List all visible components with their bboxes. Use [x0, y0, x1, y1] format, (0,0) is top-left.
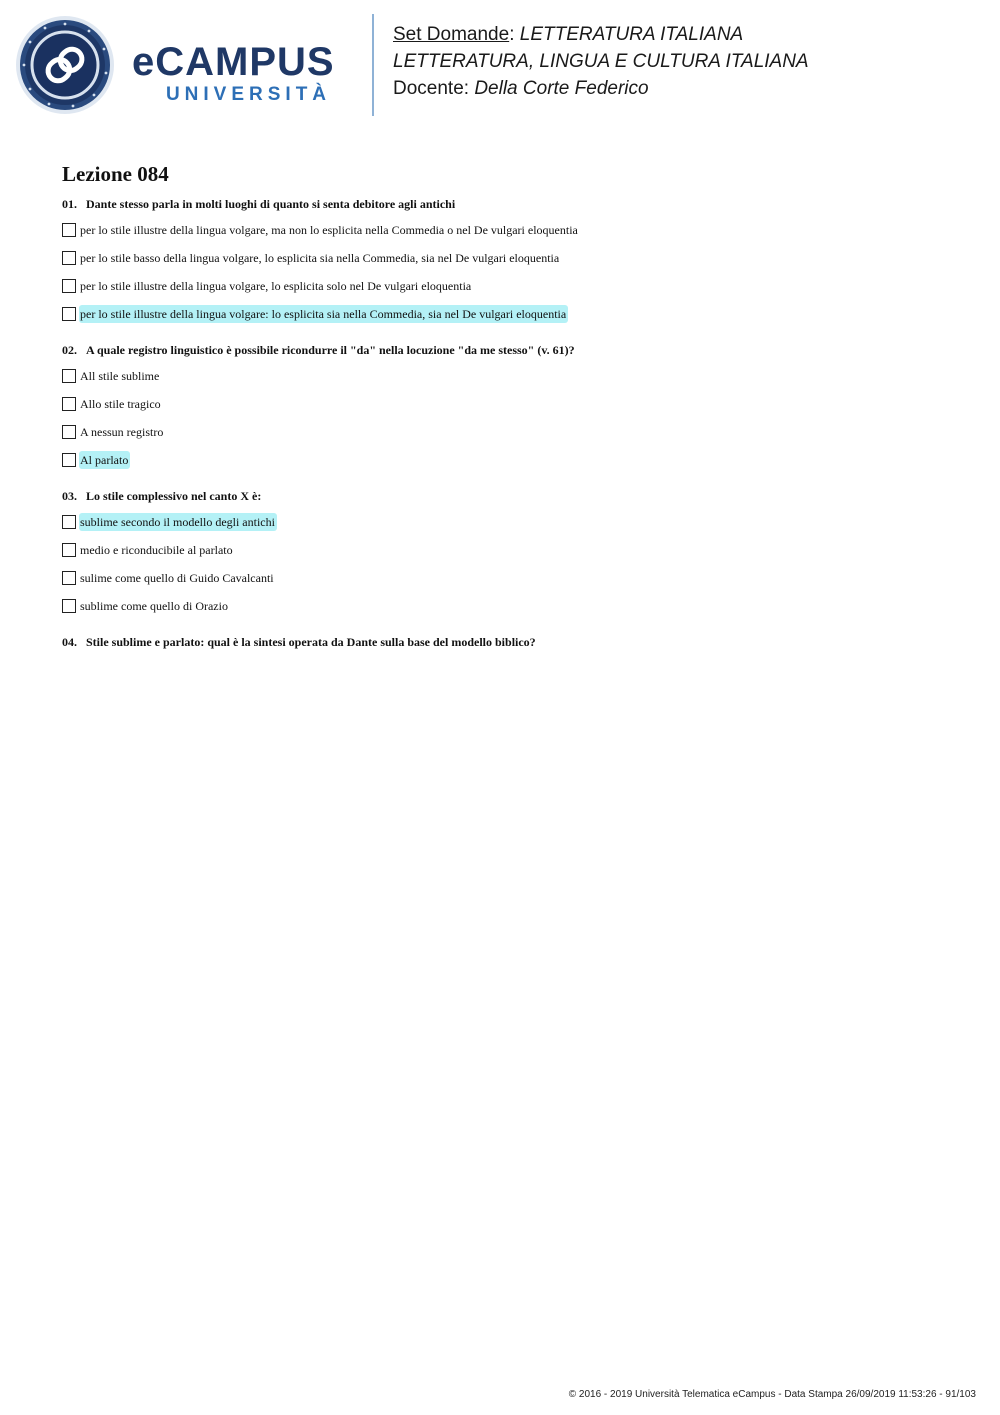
- page-header: [0, 0, 1000, 130]
- set-label: Set Domande: [393, 24, 510, 45]
- set-separator: :: [509, 24, 515, 45]
- course-name: LETTERATURA, LINGUA E CULTURA ITALIANA: [393, 51, 809, 72]
- answer-checkbox[interactable]: [62, 425, 76, 439]
- answer-checkbox[interactable]: [62, 571, 76, 585]
- question-text: [62, 489, 962, 503]
- answer-checkbox[interactable]: [62, 543, 76, 557]
- answer-option-correct[interactable]: [62, 451, 962, 469]
- ecampus-logo: [132, 40, 357, 106]
- quiz-content: [62, 160, 962, 669]
- answer-option[interactable]: [62, 569, 962, 587]
- question-number: 04.: [62, 635, 77, 649]
- answer-option[interactable]: [62, 395, 962, 413]
- answer-text: sulime come quello di Guido Cavalcanti: [80, 571, 274, 585]
- answer-text: sublime come quello di Orazio: [80, 599, 228, 613]
- question-label: Dante stesso parla in molti luoghi di quanto si senta debitore agli antichi: [86, 197, 456, 211]
- answer-checkbox[interactable]: [62, 599, 76, 613]
- answer-option[interactable]: [62, 541, 962, 559]
- set-value: LETTERATURA ITALIANA: [519, 24, 744, 45]
- question-number: 01.: [62, 197, 77, 211]
- teacher-value: Della Corte Federico: [474, 78, 649, 99]
- lesson-title: Lezione 084: [62, 162, 169, 186]
- header-divider: [372, 14, 374, 116]
- answer-option-correct[interactable]: [62, 513, 962, 531]
- teacher-label: Docente:: [393, 78, 470, 99]
- answer-option[interactable]: [62, 367, 962, 385]
- question-text: [62, 635, 962, 649]
- question-label: Stile sublime e parlato: qual è la sintesi operata da Dante sulla base del modello biblico?: [86, 635, 536, 649]
- answer-checkbox[interactable]: [62, 223, 76, 237]
- answer-text-correct: Al parlato: [80, 453, 129, 467]
- answer-option[interactable]: [62, 597, 962, 615]
- answer-checkbox[interactable]: [62, 397, 76, 411]
- question-text: [62, 197, 962, 211]
- answer-checkbox[interactable]: [62, 369, 76, 383]
- question-number: 03.: [62, 489, 77, 503]
- page-footer: © 2016 - 2019 Università Telematica eCampus - Data Stampa 26/09/2019 11:53:26 - 91/103: [568, 1389, 976, 1400]
- answer-text: medio e riconducibile al parlato: [80, 543, 233, 557]
- answer-text: per lo stile basso della lingua volgare, lo esplicita sia nella Commedia, sia nel De vulgari eloquentia: [80, 251, 560, 265]
- question-text: [62, 343, 962, 357]
- answer-option[interactable]: [62, 277, 962, 295]
- answer-text: A nessun registro: [80, 425, 164, 439]
- question-04: [62, 635, 962, 649]
- ecampus-seal-icon: [15, 15, 115, 115]
- logo-wordmark: eCAMPUS: [132, 40, 335, 84]
- answer-text-correct: sublime secondo il modello degli antichi: [80, 515, 275, 529]
- answer-option[interactable]: [62, 423, 962, 441]
- answer-checkbox[interactable]: [62, 515, 76, 529]
- answer-checkbox[interactable]: [62, 251, 76, 265]
- answer-checkbox[interactable]: [62, 307, 76, 321]
- answer-text-correct: per lo stile illustre della lingua volgare: lo esplicita sia nella Commedia, sia nel De vulgari eloquentia: [80, 307, 567, 321]
- question-02: [62, 343, 962, 469]
- teacher-line: [393, 75, 809, 102]
- answer-text: per lo stile illustre della lingua volgare, lo esplicita solo nel De vulgari eloquentia: [80, 279, 472, 293]
- answer-option[interactable]: [62, 249, 962, 267]
- answer-text: Allo stile tragico: [80, 397, 161, 411]
- question-label: A quale registro linguistico è possibile ricondurre il "da" nella locuzione "da me stesso" (v. 61)?: [86, 343, 575, 357]
- answer-option[interactable]: [62, 221, 962, 239]
- set-line: [393, 21, 809, 48]
- answer-text: per lo stile illustre della lingua volgare, ma non lo esplicita nella Commedia o nel De vulgari eloquentia: [80, 223, 578, 237]
- answer-text: All stile sublime: [80, 369, 160, 383]
- answer-checkbox[interactable]: [62, 279, 76, 293]
- question-01: [62, 197, 962, 323]
- logo-subtitle: UNIVERSITÀ: [165, 84, 332, 105]
- question-label: Lo stile complessivo nel canto X è:: [86, 489, 262, 503]
- answer-checkbox[interactable]: [62, 453, 76, 467]
- question-number: 02.: [62, 343, 77, 357]
- header-info: [393, 21, 809, 102]
- question-03: [62, 489, 962, 615]
- answer-option-correct[interactable]: [62, 305, 962, 323]
